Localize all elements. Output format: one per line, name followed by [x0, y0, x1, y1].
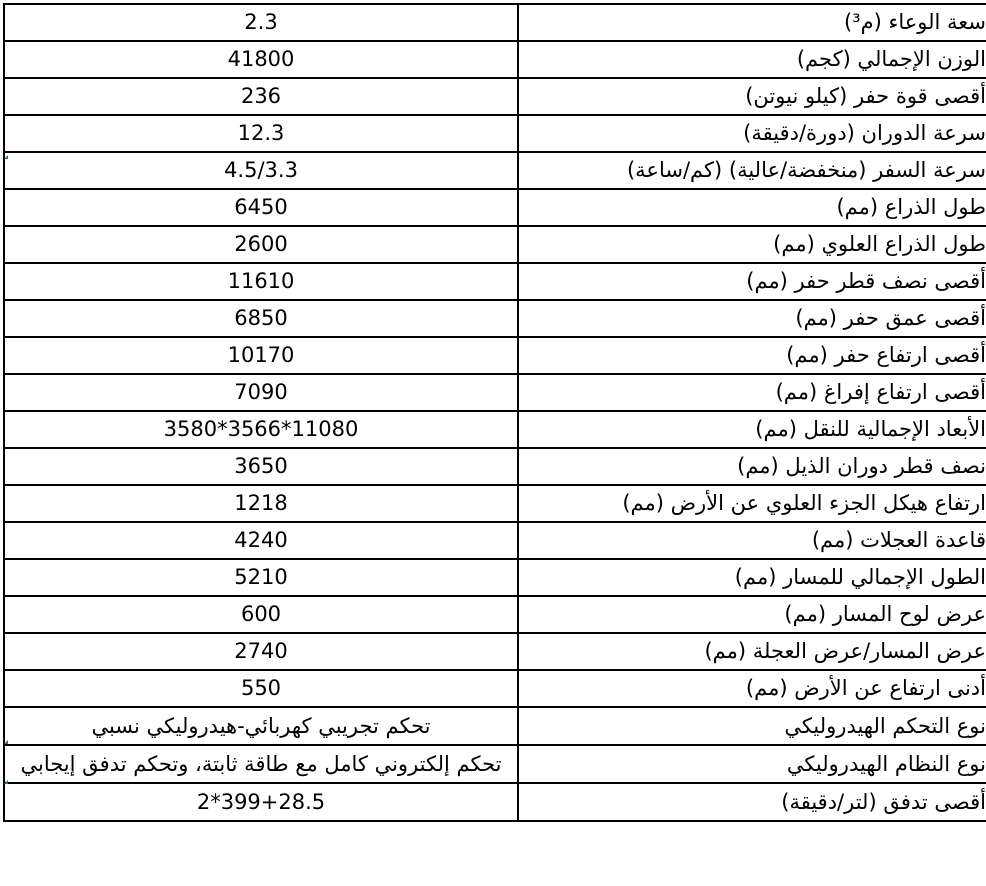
- label-cell[interactable]: أدنى ارتفاع عن الأرض (مم): [518, 670, 986, 707]
- table-row: [4, 411, 986, 448]
- label-cell[interactable]: عرض المسار/عرض العجلة (مم): [518, 633, 986, 670]
- value-cell[interactable]: تحكم إلكتروني كامل مع طاقة ثابتة، وتحكم تدفق إيجابي: [4, 745, 518, 783]
- table-row: [4, 263, 986, 300]
- table-row: [4, 226, 986, 263]
- label-cell[interactable]: أقصى نصف قطر حفر (مم): [518, 263, 986, 300]
- label-cell[interactable]: سرعة السفر (منخفضة/عالية) (كم/ساعة): [518, 152, 986, 189]
- label-cell[interactable]: أقصى ارتفاع حفر (مم): [518, 337, 986, 374]
- table-row: [4, 374, 986, 411]
- value-cell[interactable]: 1218: [4, 485, 518, 522]
- value-cell[interactable]: 2740: [4, 633, 518, 670]
- label-cell[interactable]: أقصى ارتفاع إفراغ (مم): [518, 374, 986, 411]
- label-cell[interactable]: ارتفاع هيكل الجزء العلوي عن الأرض (مم): [518, 485, 986, 522]
- spec-table-body: [4, 4, 986, 821]
- table-row: [4, 559, 986, 596]
- table-row: [4, 78, 986, 115]
- table-row: [4, 189, 986, 226]
- value-cell[interactable]: 4240: [4, 522, 518, 559]
- table-row: [4, 670, 986, 707]
- label-cell[interactable]: الطول الإجمالي للمسار (مم): [518, 559, 986, 596]
- value-cell[interactable]: 6850: [4, 300, 518, 337]
- value-cell[interactable]: 7090: [4, 374, 518, 411]
- table-row: [4, 41, 986, 78]
- table-row: [4, 4, 986, 41]
- value-cell[interactable]: 2.3: [4, 4, 518, 41]
- value-cell[interactable]: 550: [4, 670, 518, 707]
- label-cell[interactable]: الوزن الإجمالي (كجم): [518, 41, 986, 78]
- value-cell[interactable]: تحكم تجريبي كهربائي-هيدروليكي نسبي: [4, 707, 518, 745]
- table-row: [4, 448, 986, 485]
- value-cell[interactable]: 236: [4, 78, 518, 115]
- table-row: [4, 707, 986, 745]
- label-cell[interactable]: عرض لوح المسار (مم): [518, 596, 986, 633]
- table-row: [4, 522, 986, 559]
- value-cell[interactable]: 12.3: [4, 115, 518, 152]
- label-cell[interactable]: أقصى عمق حفر (مم): [518, 300, 986, 337]
- label-cell[interactable]: سعة الوعاء (م³): [518, 4, 986, 41]
- value-cell[interactable]: 10170: [4, 337, 518, 374]
- table-row: [4, 596, 986, 633]
- value-cell[interactable]: 600: [4, 596, 518, 633]
- table-row: [4, 783, 986, 821]
- label-cell[interactable]: أقصى تدفق (لتر/دقيقة): [518, 783, 986, 821]
- value-cell[interactable]: 11610: [4, 263, 518, 300]
- value-cell[interactable]: 6450: [4, 189, 518, 226]
- table-row: [4, 485, 986, 522]
- cell-marker-icon: [4, 740, 8, 744]
- label-cell[interactable]: طول الذراع (مم): [518, 189, 986, 226]
- value-cell[interactable]: 3580*3566*11080: [4, 411, 518, 448]
- label-cell[interactable]: أقصى قوة حفر (كيلو نيوتن): [518, 78, 986, 115]
- label-cell[interactable]: سرعة الدوران (دورة/دقيقة): [518, 115, 986, 152]
- table-row: [4, 745, 986, 783]
- table-row: [4, 152, 986, 189]
- spec-table: [3, 3, 986, 822]
- table-row: [4, 633, 986, 670]
- cell-marker-icon: [4, 780, 8, 784]
- value-cell[interactable]: 2*399+28.5: [4, 783, 518, 821]
- value-cell[interactable]: 41800: [4, 41, 518, 78]
- cell-marker-icon: [4, 155, 8, 159]
- value-cell[interactable]: 4.5/3.3: [4, 152, 518, 189]
- label-cell[interactable]: قاعدة العجلات (مم): [518, 522, 986, 559]
- label-cell[interactable]: نوع التحكم الهيدروليكي: [518, 707, 986, 745]
- value-cell[interactable]: 2600: [4, 226, 518, 263]
- value-cell[interactable]: 5210: [4, 559, 518, 596]
- table-row: [4, 115, 986, 152]
- table-row: [4, 300, 986, 337]
- label-cell[interactable]: طول الذراع العلوي (مم): [518, 226, 986, 263]
- label-cell[interactable]: نصف قطر دوران الذيل (مم): [518, 448, 986, 485]
- label-cell[interactable]: الأبعاد الإجمالية للنقل (مم): [518, 411, 986, 448]
- label-cell[interactable]: نوع النظام الهيدروليكي: [518, 745, 986, 783]
- value-cell[interactable]: 3650: [4, 448, 518, 485]
- table-row: [4, 337, 986, 374]
